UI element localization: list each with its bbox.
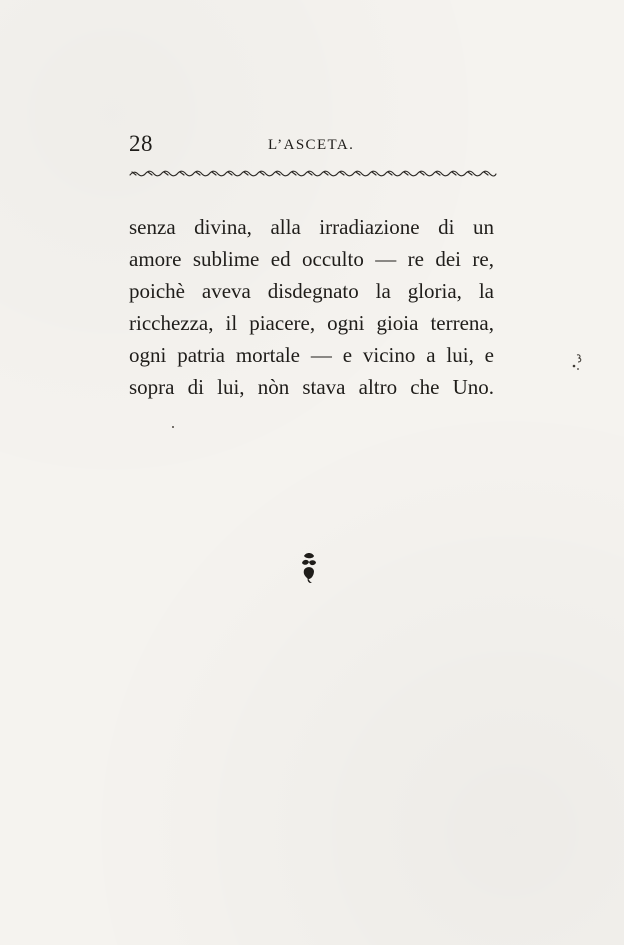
floral-tailpiece-icon — [296, 550, 322, 584]
ink-speck — [172, 426, 174, 428]
running-title: L’ASCETA. — [268, 137, 355, 153]
margin-mark-icon — [569, 353, 583, 373]
body-line: sopra di lui, nòn stava altro che Uno. — [129, 375, 494, 399]
body-line: senza divina, alla irradiazione di un — [129, 215, 494, 239]
body-line: ricchezza, il piacere, ogni gioia terrena, — [129, 311, 494, 335]
body-line: poichè aveva disdegnato la gloria, la — [129, 279, 494, 303]
body-line: ogni patria mortale — e vicino a lui, e — [129, 343, 494, 367]
ornamental-rule-icon — [128, 169, 498, 179]
page-header — [129, 132, 497, 162]
body-text — [129, 211, 494, 403]
body-line: amore sublime ed occulto — re dei re, — [129, 247, 494, 271]
page-number: 28 — [129, 131, 153, 156]
